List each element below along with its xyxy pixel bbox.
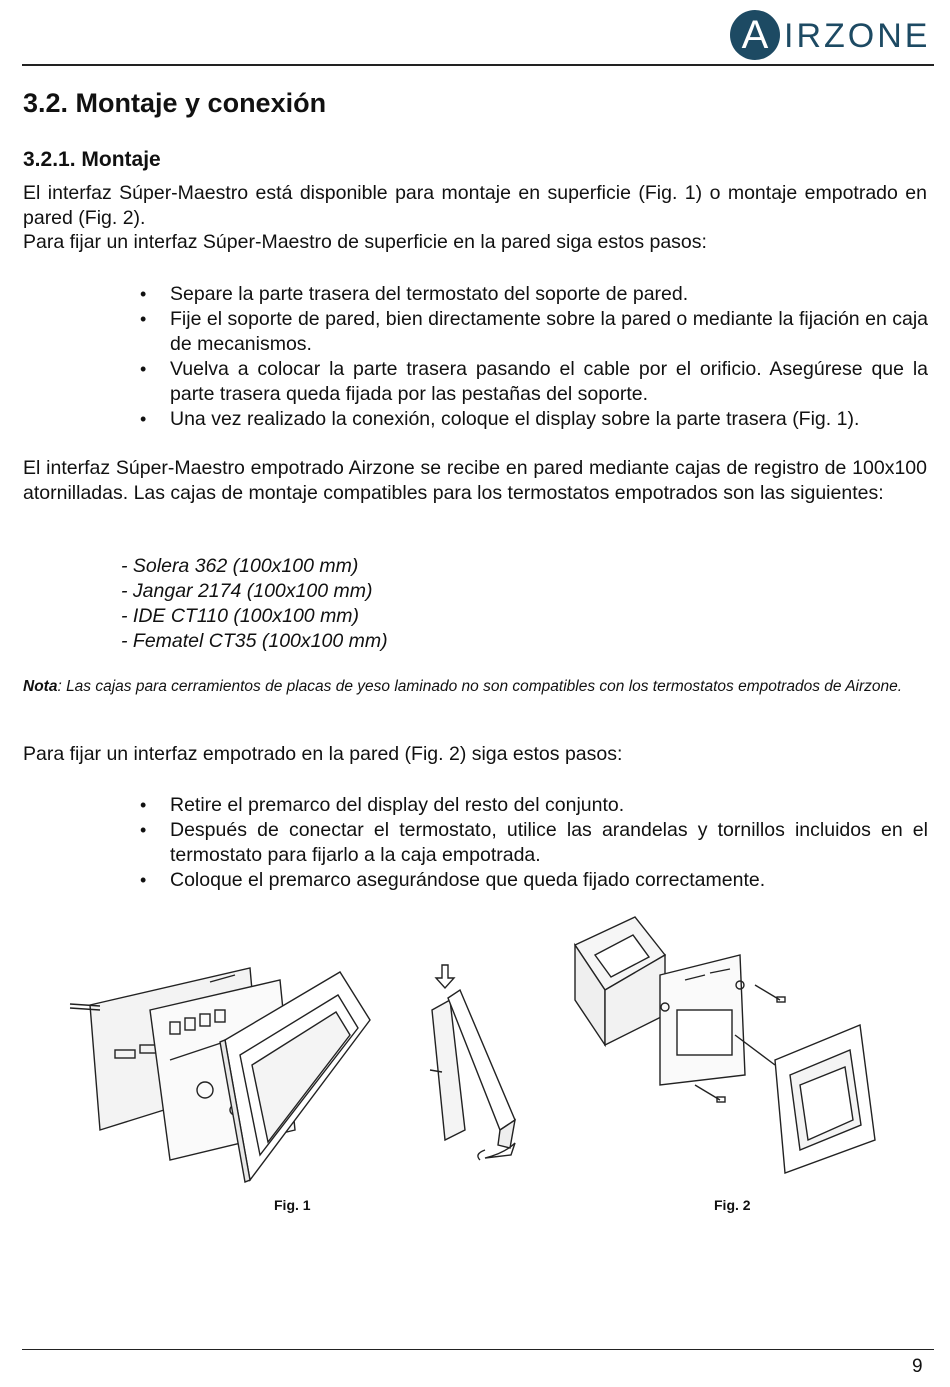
list-item: - Fematel CT35 (100x100 mm) [121,630,388,652]
list-item: • Después de conectar el termostato, utilice las arandelas y tornillos incluidos en el termostato para fijarlo a la caja empotrada. [140,818,928,868]
subsection-title: 3.2.1. Montaje [23,148,161,171]
fig2-caption: Fig. 2 [714,1197,751,1213]
list-item: - Solera 362 (100x100 mm) [121,555,359,577]
section-title: 3.2. Montaje y conexión [23,88,327,118]
list-item: • Retire el premarco del display del resto del conjunto. [140,793,928,818]
list-item: • Una vez realizado la conexión, coloque el display sobre la parte trasera (Fig. 1). [140,407,928,432]
page-number: 9 [912,1356,923,1377]
recessed-steps-intro: Para fijar un interfaz empotrado en la pared (Fig. 2) siga estos pasos: [23,743,623,765]
footer-rule [22,1349,934,1350]
note [23,676,927,697]
compatible-boxes-list [121,554,388,654]
logo-mark: A [730,10,780,60]
fig2-recessed-mount-illustration [565,915,885,1180]
list-item: • Coloque el premarco asegurándose que queda fijado correctamente. [140,868,928,893]
fig1-side-view-illustration [420,960,520,1175]
surface-steps-intro: Para fijar un interfaz Súper-Maestro de superficie en la pared siga estos pasos: [23,231,707,253]
airzone-logo [730,10,930,62]
recessed-paragraph: El interfaz Súper-Maestro empotrado Airzone se recibe en pared mediante cajas de registro de 100x100 atornilladas. Las cajas de montaje compatibles para los termostatos empotrados son las siguientes: [23,457,927,504]
surface-steps-list [140,282,928,432]
header-rule [22,64,934,66]
logo-wordmark: IRZONE [784,17,931,55]
list-item: - Jangar 2174 (100x100 mm) [121,580,373,602]
fig1-surface-mount-illustration [60,960,380,1190]
fig1-caption: Fig. 1 [274,1197,311,1213]
recessed-steps-list [140,793,928,893]
list-item: - IDE CT110 (100x100 mm) [121,605,360,627]
list-item: • Vuelva a colocar la parte trasera pasando el cable por el orificio. Asegúrese que la parte trasera queda fijada por las pestañas del soporte. [140,357,928,407]
note-label: Nota [23,678,58,695]
list-item: • Fije el soporte de pared, bien directamente sobre la pared o mediante la fijación en caja de mecanismos. [140,307,928,357]
note-text: : Las cajas para cerramientos de placas de yeso laminado no son compatibles con los termostatos empotrados de Airzone. [57,678,903,695]
list-item: • Separe la parte trasera del termostato del soporte de pared. [140,282,928,307]
intro-paragraph: El interfaz Súper-Maestro está disponible para montaje en superficie (Fig. 1) o montaje empotrado en pared (Fig. 2). [23,182,927,229]
